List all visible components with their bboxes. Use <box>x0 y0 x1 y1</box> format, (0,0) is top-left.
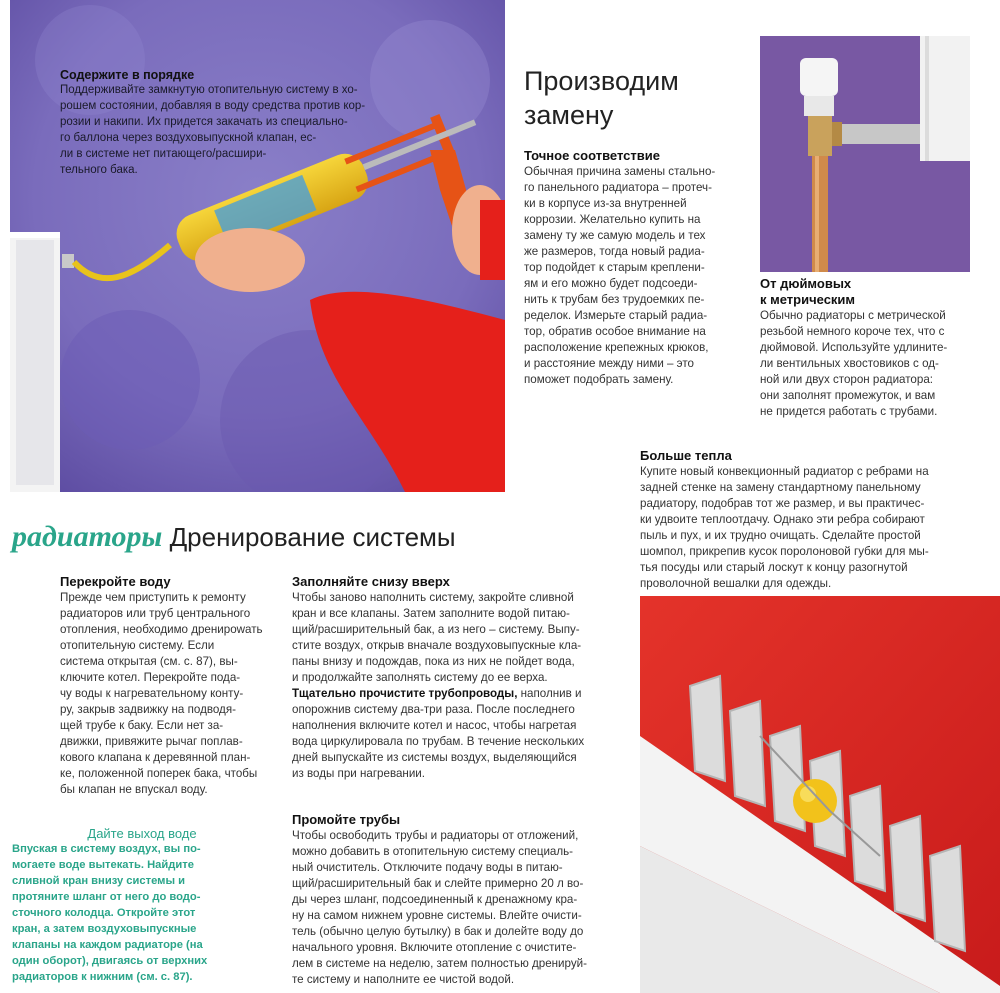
text-line: можно добавить в отопительную систему специаль- <box>292 845 574 858</box>
text-line: пыль и пух, и их трудно очищать. Сделайте простой <box>640 529 921 542</box>
text-line: Обычная причина замены стально- <box>524 165 716 178</box>
text-line: нить к трубам без трудоемких пе- <box>524 293 705 306</box>
text-line: и продолжайте заполнять систему до ее верха. <box>292 671 548 684</box>
text-line: бы клапан не впускал воду. <box>60 783 208 796</box>
tip-line: сточного колодца. Откройте этот <box>12 907 196 919</box>
text-line: шомпол, прикрепив кусок поролоновой губки для мы- <box>640 545 929 558</box>
text-line: движки, привяжите рычаг поплав- <box>60 735 243 748</box>
section-heading: Дренирование системы <box>169 522 456 552</box>
text-line: дюймовой. Используйте удлините- <box>760 341 948 354</box>
text-line: ки в корпусе из-за внутренней <box>524 197 687 210</box>
text-line: ли вентильных хвостовиков с од- <box>760 357 939 370</box>
tip-line: протяните шланг от него до водо- <box>12 891 201 903</box>
text-line: они заполнят промежуток, и вам <box>760 389 936 402</box>
text-line: лем в системе на неделю, затем полностью дренируй- <box>292 957 587 970</box>
tip-line: могаете воде вытекать. Найдите <box>12 859 194 871</box>
section-category: радиаторы <box>12 520 163 553</box>
convector-radiator-photo <box>640 596 1000 993</box>
text-line: Обычно радиаторы с метрической <box>760 309 946 322</box>
text-line: паны внизу и подождав, пока из них не пойдет вода, <box>292 655 575 668</box>
shut-water-block <box>60 574 275 798</box>
text-line: ной или двух сторон радиатора: <box>760 373 933 386</box>
text-line: кран и все клапаны. Затем заполните водой питаю- <box>292 607 570 620</box>
tip-block <box>12 826 272 985</box>
shut-water-heading: Перекройте воду <box>60 574 171 589</box>
text-line: вода циркулировала по трубам. В течение нескольких <box>292 735 585 748</box>
text-line: ный очиститель. Отключите подачу воды в питаю- <box>292 861 563 874</box>
caption-line: Поддерживайте замкнутую отопительную систему в хо- <box>60 84 358 96</box>
tip-heading: Дайте выход воде <box>87 826 197 841</box>
section-title <box>12 520 456 554</box>
caption-line: рошем состоянии, добавляя в воду средства против кор- <box>60 100 366 112</box>
tip-line: один оборот), двигаясь от верхних <box>12 955 208 967</box>
top-photo-caption <box>60 68 400 178</box>
text-line: задней стенке на замену стандартному панельному <box>640 481 921 494</box>
page-title-line: Производим <box>524 66 679 96</box>
inch-metric-heading: От дюймовых <box>760 276 852 291</box>
text-line: начального уровня. Включите отопление с очистите- <box>292 941 577 954</box>
text-line: замену ту же самую модель и тех <box>524 229 706 242</box>
text-line: ределок. Измерьте старый радиа- <box>524 309 708 322</box>
text-line: тор подойдет к старым креплени- <box>524 261 705 274</box>
text-line: тель (обычно целую бутылку) в бак и долейте воду до <box>292 925 584 938</box>
text-line: наполнения включите котел и насос, чтобы нагретая <box>292 719 577 732</box>
text-line: отопительную систему. Если <box>60 639 215 652</box>
inch-to-metric-block <box>760 276 975 420</box>
text-line: и расстояние между ними – это <box>524 357 694 370</box>
text-line: Чтобы освободить трубы и радиаторы от отложений, <box>292 829 579 842</box>
flush-pipes-block <box>292 812 622 988</box>
tip-line: клапаны на каждом радиаторе (на <box>12 939 203 951</box>
text-line: из воды при нагревании. <box>292 767 426 780</box>
text-line: Чтобы заново наполнить систему, закройте сливной <box>292 591 574 604</box>
tip-line: кран, а затем воздуховыпускные <box>12 923 197 935</box>
text-line: щий/расширительный бак, а из него – систему. Выпу- <box>292 623 580 636</box>
text-line: поможет подобрать замену. <box>524 373 674 386</box>
text-line: коррозии. Желательно купить на <box>524 213 701 226</box>
text-line: ключите котел. Перекройте пода- <box>60 671 241 684</box>
text-line: Купите новый конвекционный радиатор с ребрами на <box>640 465 929 478</box>
text-line: расположение крепежных крюков, <box>524 341 709 354</box>
fill-bottom-heading: Заполняйте снизу вверх <box>292 574 450 589</box>
text-line: же размеров, тогда новый радиа- <box>524 245 705 258</box>
valve-photo <box>760 36 970 272</box>
text-line: стите воздух, открыв вначале воздуховыпускные кла- <box>292 639 582 652</box>
text-line: ну на самом нижнем уровне системы. Влейте очисти- <box>292 909 582 922</box>
text-line: Прежде чем приступить к ремонту <box>60 591 246 604</box>
exact-match-heading: Точное соответствие <box>524 148 660 163</box>
text-line: го панельного радиатора – протеч- <box>524 181 712 194</box>
more-heat-block <box>640 448 975 592</box>
caption-line: го баллона через воздуховыпускной клапан, ес- <box>60 132 317 144</box>
text-line: опорожнив систему два-три раза. После последнего <box>292 703 575 716</box>
text-line: тор, обратив особое внимание на <box>524 325 706 338</box>
tip-line: радиаторов к нижним (см. с. 87). <box>12 971 193 983</box>
bold-rest: наполнив и <box>517 687 582 700</box>
fill-bottom-block <box>292 574 622 782</box>
text-line: не придется работать с трубами. <box>760 405 938 418</box>
text-line: щей трубе к баку. Если нет за- <box>60 719 224 732</box>
exact-match-block <box>524 148 739 388</box>
flush-pipes-heading: Промойте трубы <box>292 812 401 827</box>
caption-line: тельного бака. <box>60 164 138 176</box>
text-line: тья посуды или старый лоскут к концу разогнутой <box>640 561 908 574</box>
text-line: щий/расширительный бак и слейте примерно 20 л во- <box>292 877 584 890</box>
text-line: те систему и наполните ее чистой водой. <box>292 973 515 986</box>
text-line: ки удвоите теплоотдачу. Однако эти ребра собирают <box>640 513 925 526</box>
text-line: отопления, необходимо дренироwать <box>60 623 263 636</box>
bold-lead: Тщательно прочистите трубопроводы, <box>292 687 518 700</box>
tip-line: сливной кран внизу системы и <box>12 875 185 887</box>
caption-line: ли в системе нет питающего/расшири- <box>60 148 267 160</box>
tip-line: Впуская в систему воздух, вы по- <box>12 843 201 855</box>
inch-metric-heading: к метрическим <box>760 292 856 307</box>
text-line: проволочной вешалки для одежды. <box>640 577 832 590</box>
text-line: радиаторов или труб центрального <box>60 607 251 620</box>
more-heat-heading: Больше тепла <box>640 448 732 463</box>
text-line: радиатору, подобрав тот же размер, и вы практичес- <box>640 497 925 510</box>
text-line: резьбой немного короче тех, что с <box>760 325 945 338</box>
text-line: дней выпускайте из системы воздух, выделяющийся <box>292 751 577 764</box>
text-line: ды через шланг, подсоединенный к дренажному кра- <box>292 893 578 906</box>
text-line: кового клапана к деревянной план- <box>60 751 251 764</box>
text-line: ям и его можно будет подсоеди- <box>524 277 698 290</box>
caption-heading: Содержите в порядке <box>60 68 195 82</box>
text-line: чу воды к нагревательному конту- <box>60 687 244 700</box>
text-line: ру, закрыв задвижку на подводя- <box>60 703 236 716</box>
page-title-line: замену <box>524 100 614 130</box>
page-title <box>524 64 679 132</box>
caption-line: розии и накипи. Их придется закачать из специально- <box>60 116 348 128</box>
text-line: ке, положенной поперек бака, чтобы <box>60 767 258 780</box>
text-line: система открытая (см. с. 87), вы- <box>60 655 238 668</box>
text-line <box>292 686 622 702</box>
